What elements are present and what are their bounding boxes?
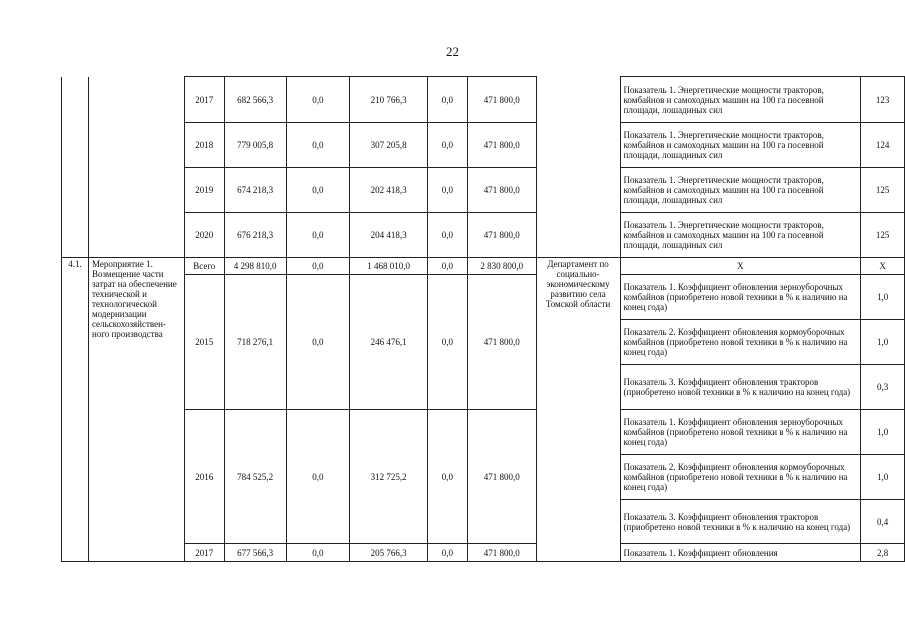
indicator-value-cell: 0,4 xyxy=(861,500,905,544)
measure-number: 4.1. xyxy=(62,258,89,562)
offbudget-cell: 471 800,0 xyxy=(467,544,536,562)
indicator-value-cell: Х xyxy=(861,258,905,275)
table-row xyxy=(62,168,905,213)
offbudget-cell: 471 800,0 xyxy=(467,275,536,410)
page-number: 22 xyxy=(446,44,459,59)
regional-cell: 210 766,3 xyxy=(350,77,428,123)
regional-cell: 202 418,3 xyxy=(350,168,428,213)
year-cell: 2018 xyxy=(184,123,224,168)
federal-cell: 0,0 xyxy=(286,213,350,258)
total-cell: 784 525,2 xyxy=(224,410,286,544)
table-row xyxy=(62,275,905,320)
federal-cell: 0,0 xyxy=(286,275,350,410)
federal-cell: 0,0 xyxy=(286,77,350,123)
indicator-value-cell: 0,3 xyxy=(861,365,905,410)
municipal-cell: 0,0 xyxy=(428,258,468,275)
regional-cell: 1 468 010,0 xyxy=(350,258,428,275)
municipal-cell: 0,0 xyxy=(428,168,468,213)
indicator-value-cell: 125 xyxy=(861,213,905,258)
total-cell: 718 276,1 xyxy=(224,275,286,410)
offbudget-cell: 471 800,0 xyxy=(467,77,536,123)
offbudget-cell: 471 800,0 xyxy=(467,410,536,544)
year-cell: 2019 xyxy=(184,168,224,213)
total-cell: 676 218,3 xyxy=(224,213,286,258)
table-row xyxy=(62,123,905,168)
title-cell-empty xyxy=(88,77,184,258)
table-row xyxy=(62,544,905,562)
number-cell-empty xyxy=(62,77,89,258)
indicator-cell: Показатель 3. Коэффициент обновления тракторов (приобретено новой техники в % к наличию на конец года) xyxy=(620,500,861,544)
table-row xyxy=(62,213,905,258)
year-cell: 2017 xyxy=(184,544,224,562)
regional-cell: 246 476,1 xyxy=(350,275,428,410)
indicator-cell: Показатель 1. Энергетические мощности тракторов, комбайнов и самоходных машин на 100 га посевной площади, лошадиных сил xyxy=(620,213,861,258)
municipal-cell: 0,0 xyxy=(428,123,468,168)
total-cell: 674 218,3 xyxy=(224,168,286,213)
total-cell: 677 566,3 xyxy=(224,544,286,562)
federal-cell: 0,0 xyxy=(286,258,350,275)
year-cell: 2020 xyxy=(184,213,224,258)
indicator-cell: Показатель 3. Коэффициент обновления тракторов (приобретено новой техники в % к наличию на конец года) xyxy=(620,365,861,410)
total-cell: 4 298 810,0 xyxy=(224,258,286,275)
regional-cell: 204 418,3 xyxy=(350,213,428,258)
offbudget-cell: 471 800,0 xyxy=(467,213,536,258)
total-cell: 682 566,3 xyxy=(224,77,286,123)
table-row xyxy=(62,77,905,123)
municipal-cell: 0,0 xyxy=(428,213,468,258)
regional-cell: 307 205,8 xyxy=(350,123,428,168)
executor-cell: Департамент по социально-экономическому развитию села Томской области xyxy=(536,258,620,562)
municipal-cell: 0,0 xyxy=(428,544,468,562)
year-cell: Всего xyxy=(184,258,224,275)
offbudget-cell: 471 800,0 xyxy=(467,168,536,213)
executor-cell-empty xyxy=(536,77,620,258)
federal-cell: 0,0 xyxy=(286,410,350,544)
offbudget-cell: 2 830 800,0 xyxy=(467,258,536,275)
federal-cell: 0,0 xyxy=(286,544,350,562)
indicator-cell: Показатель 2. Коэффициент обновления кормоуборочных комбайнов (приобретено новой техники в % к наличию на конец года) xyxy=(620,455,861,500)
indicator-cell: Показатель 1. Энергетические мощности тракторов, комбайнов и самоходных машин на 100 га посевной площади, лошадиных сил xyxy=(620,123,861,168)
indicator-value-cell: 1,0 xyxy=(861,410,905,455)
indicator-value-cell: 125 xyxy=(861,168,905,213)
year-cell: 2015 xyxy=(184,275,224,410)
indicator-cell: Х xyxy=(620,258,861,275)
total-cell: 779 005,8 xyxy=(224,123,286,168)
federal-cell: 0,0 xyxy=(286,168,350,213)
program-table xyxy=(61,76,905,562)
measure-title: Мероприятие 1. Возмещение части затрат на обеспечение технической и технологической модернизации сельскохозяйствен-ного производства xyxy=(88,258,184,562)
table-row-total xyxy=(62,258,905,275)
year-cell: 2016 xyxy=(184,410,224,544)
year-cell: 2017 xyxy=(184,77,224,123)
indicator-value-cell: 1,0 xyxy=(861,275,905,320)
indicator-value-cell: 1,0 xyxy=(861,455,905,500)
table-row xyxy=(62,410,905,455)
indicator-value-cell: 1,0 xyxy=(861,320,905,365)
municipal-cell: 0,0 xyxy=(428,77,468,123)
indicator-value-cell: 2,8 xyxy=(861,544,905,562)
indicator-value-cell: 123 xyxy=(861,77,905,123)
indicator-cell: Показатель 1. Коэффициент обновления зерноуборочных комбайнов (приобретено новой техники в % к наличию на конец года) xyxy=(620,275,861,320)
regional-cell: 312 725,2 xyxy=(350,410,428,544)
municipal-cell: 0,0 xyxy=(428,275,468,410)
indicator-cell: Показатель 1. Энергетические мощности тракторов, комбайнов и самоходных машин на 100 га посевной площади, лошадиных сил xyxy=(620,77,861,123)
offbudget-cell: 471 800,0 xyxy=(467,123,536,168)
indicator-cell: Показатель 1. Энергетические мощности тракторов, комбайнов и самоходных машин на 100 га посевной площади, лошадиных сил xyxy=(620,168,861,213)
municipal-cell: 0,0 xyxy=(428,410,468,544)
indicator-cell: Показатель 1. Коэффициент обновления зерноуборочных комбайнов (приобретено новой техники в % к наличию на конец года) xyxy=(620,410,861,455)
federal-cell: 0,0 xyxy=(286,123,350,168)
indicator-value-cell: 124 xyxy=(861,123,905,168)
indicator-cell: Показатель 2. Коэффициент обновления кормоуборочных комбайнов (приобретено новой техники в % к наличию на конец года) xyxy=(620,320,861,365)
regional-cell: 205 766,3 xyxy=(350,544,428,562)
indicator-cell: Показатель 1. Коэффициент обновления xyxy=(620,544,861,562)
